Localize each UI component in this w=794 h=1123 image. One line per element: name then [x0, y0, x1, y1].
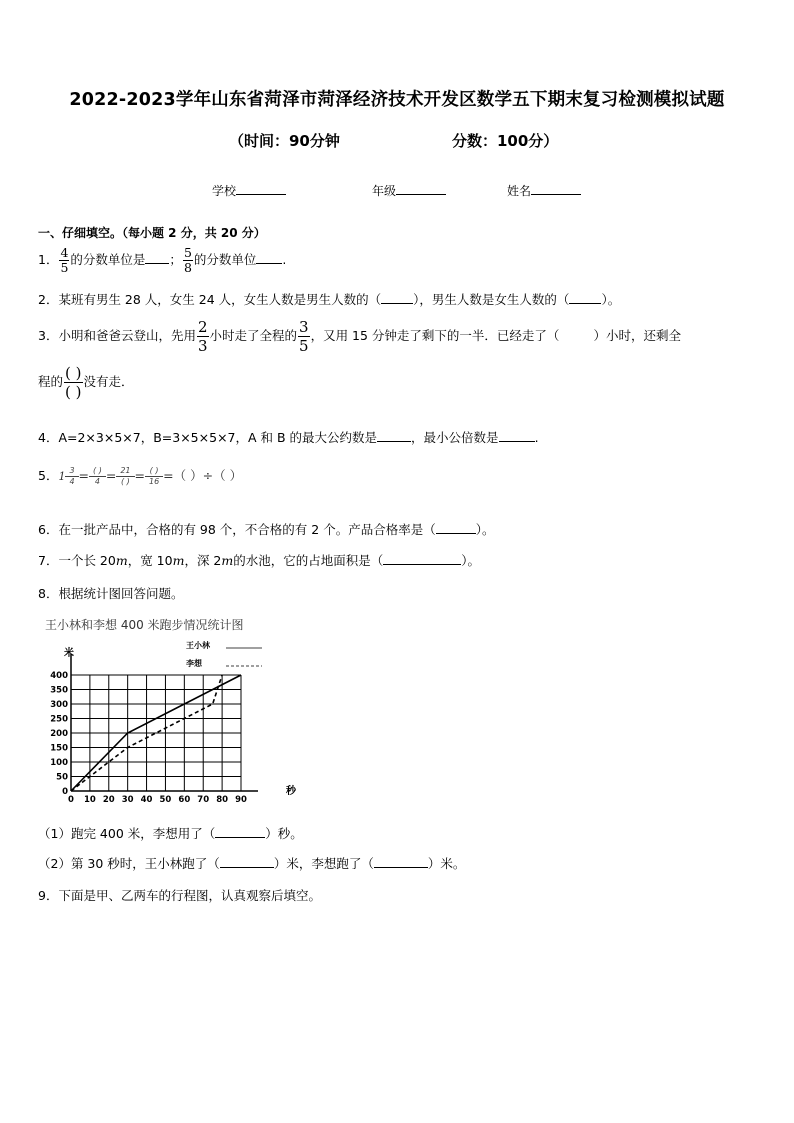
- x-tick-label: 90: [235, 795, 247, 805]
- x-tick-label: 10: [83, 795, 96, 805]
- y-tick-label: 200: [50, 729, 68, 739]
- x-axis-label: 秒: [286, 786, 296, 797]
- q5-fraction-2[interactable]: $\frac{21}{( )}$: [116, 466, 134, 487]
- x-tick-label: 40: [140, 795, 153, 805]
- question-8: 8．根据统计图回答问题。: [38, 586, 184, 601]
- question-1: 1． $\frac{4}{5}$ 的分数单位是 ； $\frac{5}{8}$ 的分数单位 .: [38, 245, 287, 275]
- q2-blank-2[interactable]: [569, 291, 601, 304]
- q1-blank-1[interactable]: [145, 251, 169, 264]
- y-tick-label: 300: [50, 700, 68, 710]
- x-tick-label: 80: [216, 795, 229, 805]
- question-3-cont: 程的 $\frac{( )}{( )}$ 没有走．: [38, 364, 134, 401]
- section-1-heading: 一、仔细填空。（每小题 2 分，共 20 分）: [38, 226, 266, 240]
- exam-time: （时间：90分钟: [229, 132, 340, 150]
- grade-label: 年级: [372, 184, 397, 198]
- fraction-3-4: $\frac{3}{4}$: [65, 466, 78, 487]
- grade-blank[interactable]: [396, 183, 446, 195]
- question-8-2: （2）第 30 秒时，王小林跑了（ ）米，李想跑了（ ）米。: [38, 856, 466, 871]
- y-tick-label: 100: [50, 758, 68, 768]
- page-title: 2022-2023学年山东省菏泽市菏泽经济技术开发区数学五下期末复习检测模拟试题: [69, 90, 725, 110]
- question-5: 5．1 $\frac{3}{4}$ = $\frac{( )}{4}$ = $\frac{21}{( )}$ = $\frac{( )}{16}$ =（ ）÷（ ）: [38, 466, 243, 486]
- q1-blank-2[interactable]: [256, 251, 282, 264]
- question-4: 4．A=2×3×5×7，B=3×5×5×7，A 和 B 的最大公约数是 ，最小公倍数是 .: [38, 430, 539, 445]
- question-3: 3．小明和爸爸云登山，先用 $\frac{2}{3}$ 小时走了全程的 $\frac{3}{5}$ ，又用 15 分钟走了剩下的一半．已经走了（ ）小时，还剩全: [38, 318, 681, 355]
- q2-blank-1[interactable]: [381, 291, 413, 304]
- grade-field: [372, 182, 446, 199]
- x-tick-label: 60: [178, 795, 191, 805]
- y-tick-label: 150: [50, 743, 68, 754]
- q4-blank-2[interactable]: [499, 429, 535, 442]
- x-tick-label: 30: [121, 795, 134, 805]
- y-axis-label: 米: [64, 648, 74, 659]
- x-tick-label: 50: [159, 795, 172, 805]
- q5-fraction-1[interactable]: $\frac{( )}{4}$: [89, 466, 106, 487]
- x-tick-label: 70: [197, 795, 210, 805]
- y-tick-label: 350: [50, 685, 68, 696]
- y-tick-label: 250: [50, 714, 68, 725]
- running-line-chart: [40, 612, 310, 807]
- legend-label-2: 李想: [186, 659, 202, 668]
- name-field: [507, 182, 581, 199]
- q8-1-blank[interactable]: [215, 825, 265, 838]
- x-tick-label: 20: [102, 795, 115, 805]
- fraction-4-5: $\frac{4}{5}$: [60, 245, 69, 275]
- fraction-2-3: $\frac{2}{3}$: [197, 318, 208, 355]
- y-tick-label: 400: [50, 671, 68, 681]
- y-tick-label: 0: [62, 787, 68, 797]
- name-blank[interactable]: [531, 183, 581, 195]
- fraction-blank[interactable]: $\frac{( )}{( )}$: [65, 364, 82, 401]
- question-6: 6．在一批产品中，合格的有 98 个，不合格的有 2 个。产品合格率是（ ）。: [38, 522, 495, 537]
- question-7: 7．一个长 20m，宽 10m，深 2m的水池，它的占地面积是（ ）。: [38, 553, 481, 568]
- school-field: [212, 182, 286, 199]
- exam-score: 分数：100分）: [452, 132, 559, 150]
- fraction-5-8: $\frac{5}{8}$: [183, 245, 192, 275]
- name-label: 姓名: [507, 184, 532, 198]
- question-8-1: （1）跑完 400 米，李想用了（ ）秒。: [38, 826, 303, 841]
- question-2: 2．某班有男生 28 人，女生 24 人，女生人数是男生人数的（ ），男生人数是女生人数的（ ）。: [38, 292, 621, 307]
- school-label: 学校: [212, 184, 237, 198]
- q4-blank-1[interactable]: [377, 429, 411, 442]
- legend-label-1: 王小林: [186, 641, 210, 650]
- q5-fraction-3[interactable]: $\frac{( )}{16}$: [145, 466, 163, 487]
- chart-title: 王小林和李想 400 米跑步情况统计图: [45, 618, 244, 632]
- y-tick-label: 50: [56, 772, 68, 783]
- q5-division-blank[interactable]: =（ ）÷（ ）: [163, 468, 243, 483]
- q7-blank[interactable]: [383, 552, 461, 565]
- school-blank[interactable]: [236, 183, 286, 195]
- x-tick-label: 0: [68, 795, 74, 805]
- q8-2-blank-1[interactable]: [220, 855, 274, 868]
- q8-2-blank-2[interactable]: [374, 855, 428, 868]
- q6-blank[interactable]: [436, 521, 476, 534]
- question-9: 9．下面是甲、乙两车的行程图，认真观察后填空。: [38, 888, 321, 903]
- fraction-3-5: $\frac{3}{5}$: [299, 318, 309, 355]
